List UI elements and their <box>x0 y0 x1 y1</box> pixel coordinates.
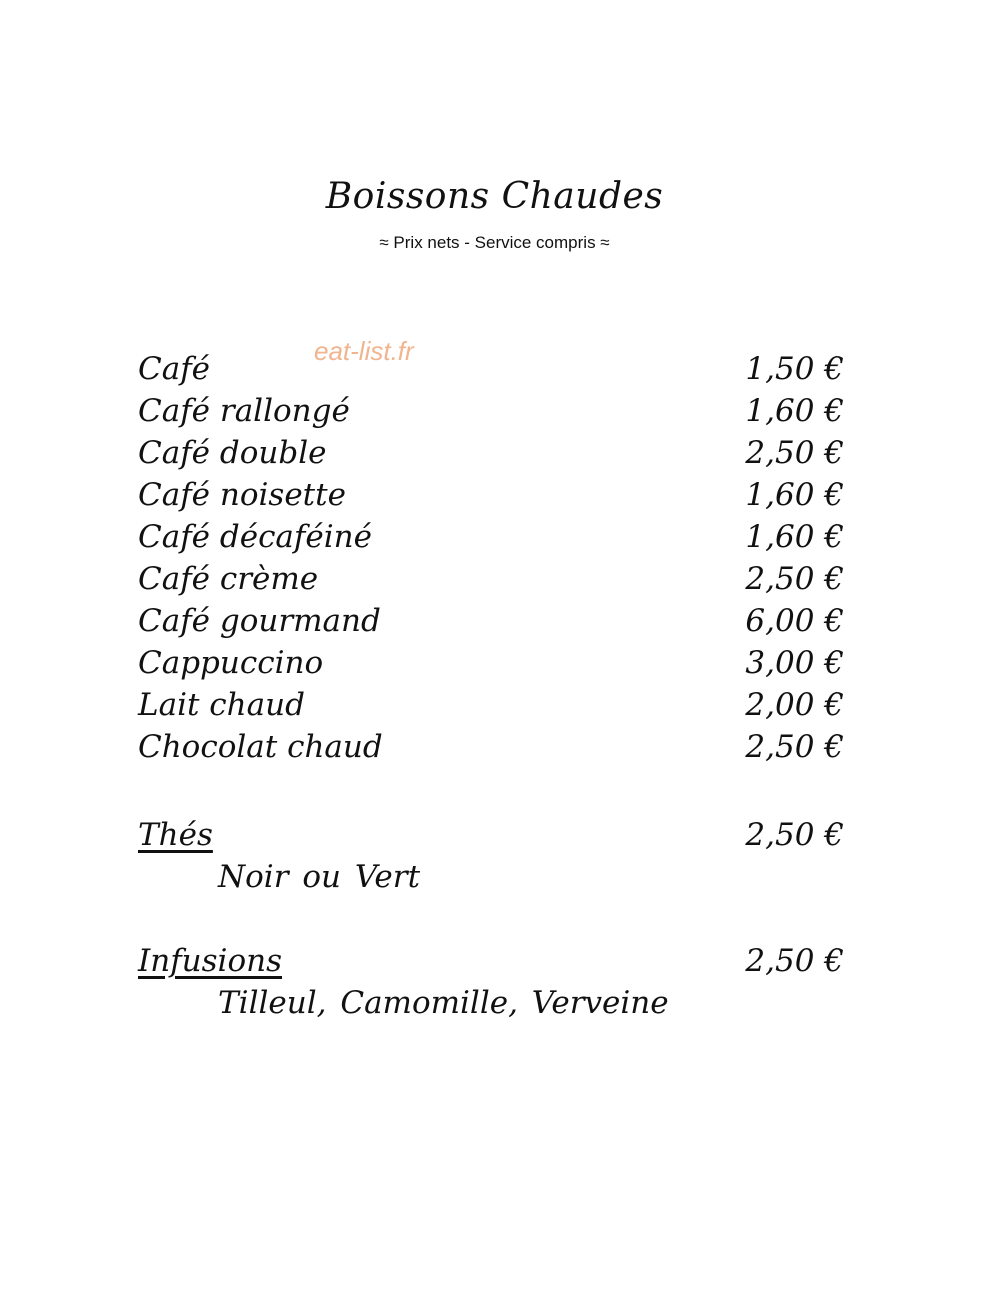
menu-item-name: Chocolat chaud <box>138 729 383 765</box>
menu-item <box>138 348 844 390</box>
menu-item-price: 1,60 € <box>745 393 844 429</box>
menu-item-name: Cappuccino <box>138 645 324 681</box>
section-name: Thés <box>138 817 213 853</box>
menu-item <box>138 432 844 474</box>
section-thes <box>138 814 844 898</box>
menu-item-name: Café double <box>138 435 327 471</box>
menu-item <box>138 474 844 516</box>
menu-item-name: Café noisette <box>138 477 346 513</box>
menu-item-name: Café décaféiné <box>138 519 372 555</box>
section-detail: Tilleul, Camomille, Verveine <box>218 985 669 1021</box>
menu-item-name: Lait chaud <box>138 687 305 723</box>
menu-item-name: Café rallongé <box>138 393 350 429</box>
section-detail: Noir ou Vert <box>218 859 421 895</box>
menu-item-price: 1,50 € <box>745 351 844 387</box>
section-header <box>138 940 844 982</box>
menu-item <box>138 516 844 558</box>
menu-item-name: Café gourmand <box>138 603 381 639</box>
menu-item-price: 2,50 € <box>745 729 844 765</box>
menu-item <box>138 726 844 768</box>
section-price: 2,50 € <box>745 943 844 979</box>
menu-item-price: 2,50 € <box>745 561 844 597</box>
menu-item-name: Café crème <box>138 561 319 597</box>
menu-item-price: 3,00 € <box>745 645 844 681</box>
menu-item-price: 6,00 € <box>745 603 844 639</box>
section-name: Infusions <box>138 943 283 979</box>
menu-item-price: 2,50 € <box>745 435 844 471</box>
menu-item-price: 2,00 € <box>745 687 844 723</box>
menu-item <box>138 642 844 684</box>
menu-list <box>138 348 844 768</box>
menu-item <box>138 558 844 600</box>
section-infusions <box>138 940 844 1024</box>
menu-item-name: Café <box>138 351 211 387</box>
page-title: Boissons Chaudes <box>325 176 664 217</box>
section-header <box>138 814 844 856</box>
menu-item-price: 1,60 € <box>745 519 844 555</box>
watermark: eat-list.fr <box>314 336 414 366</box>
menu-item <box>138 684 844 726</box>
menu-item <box>138 390 844 432</box>
page-subtitle: ≈ Prix nets - Service compris ≈ <box>379 233 610 252</box>
section-price: 2,50 € <box>745 817 844 853</box>
menu-item <box>138 600 844 642</box>
menu-item-price: 1,60 € <box>745 477 844 513</box>
